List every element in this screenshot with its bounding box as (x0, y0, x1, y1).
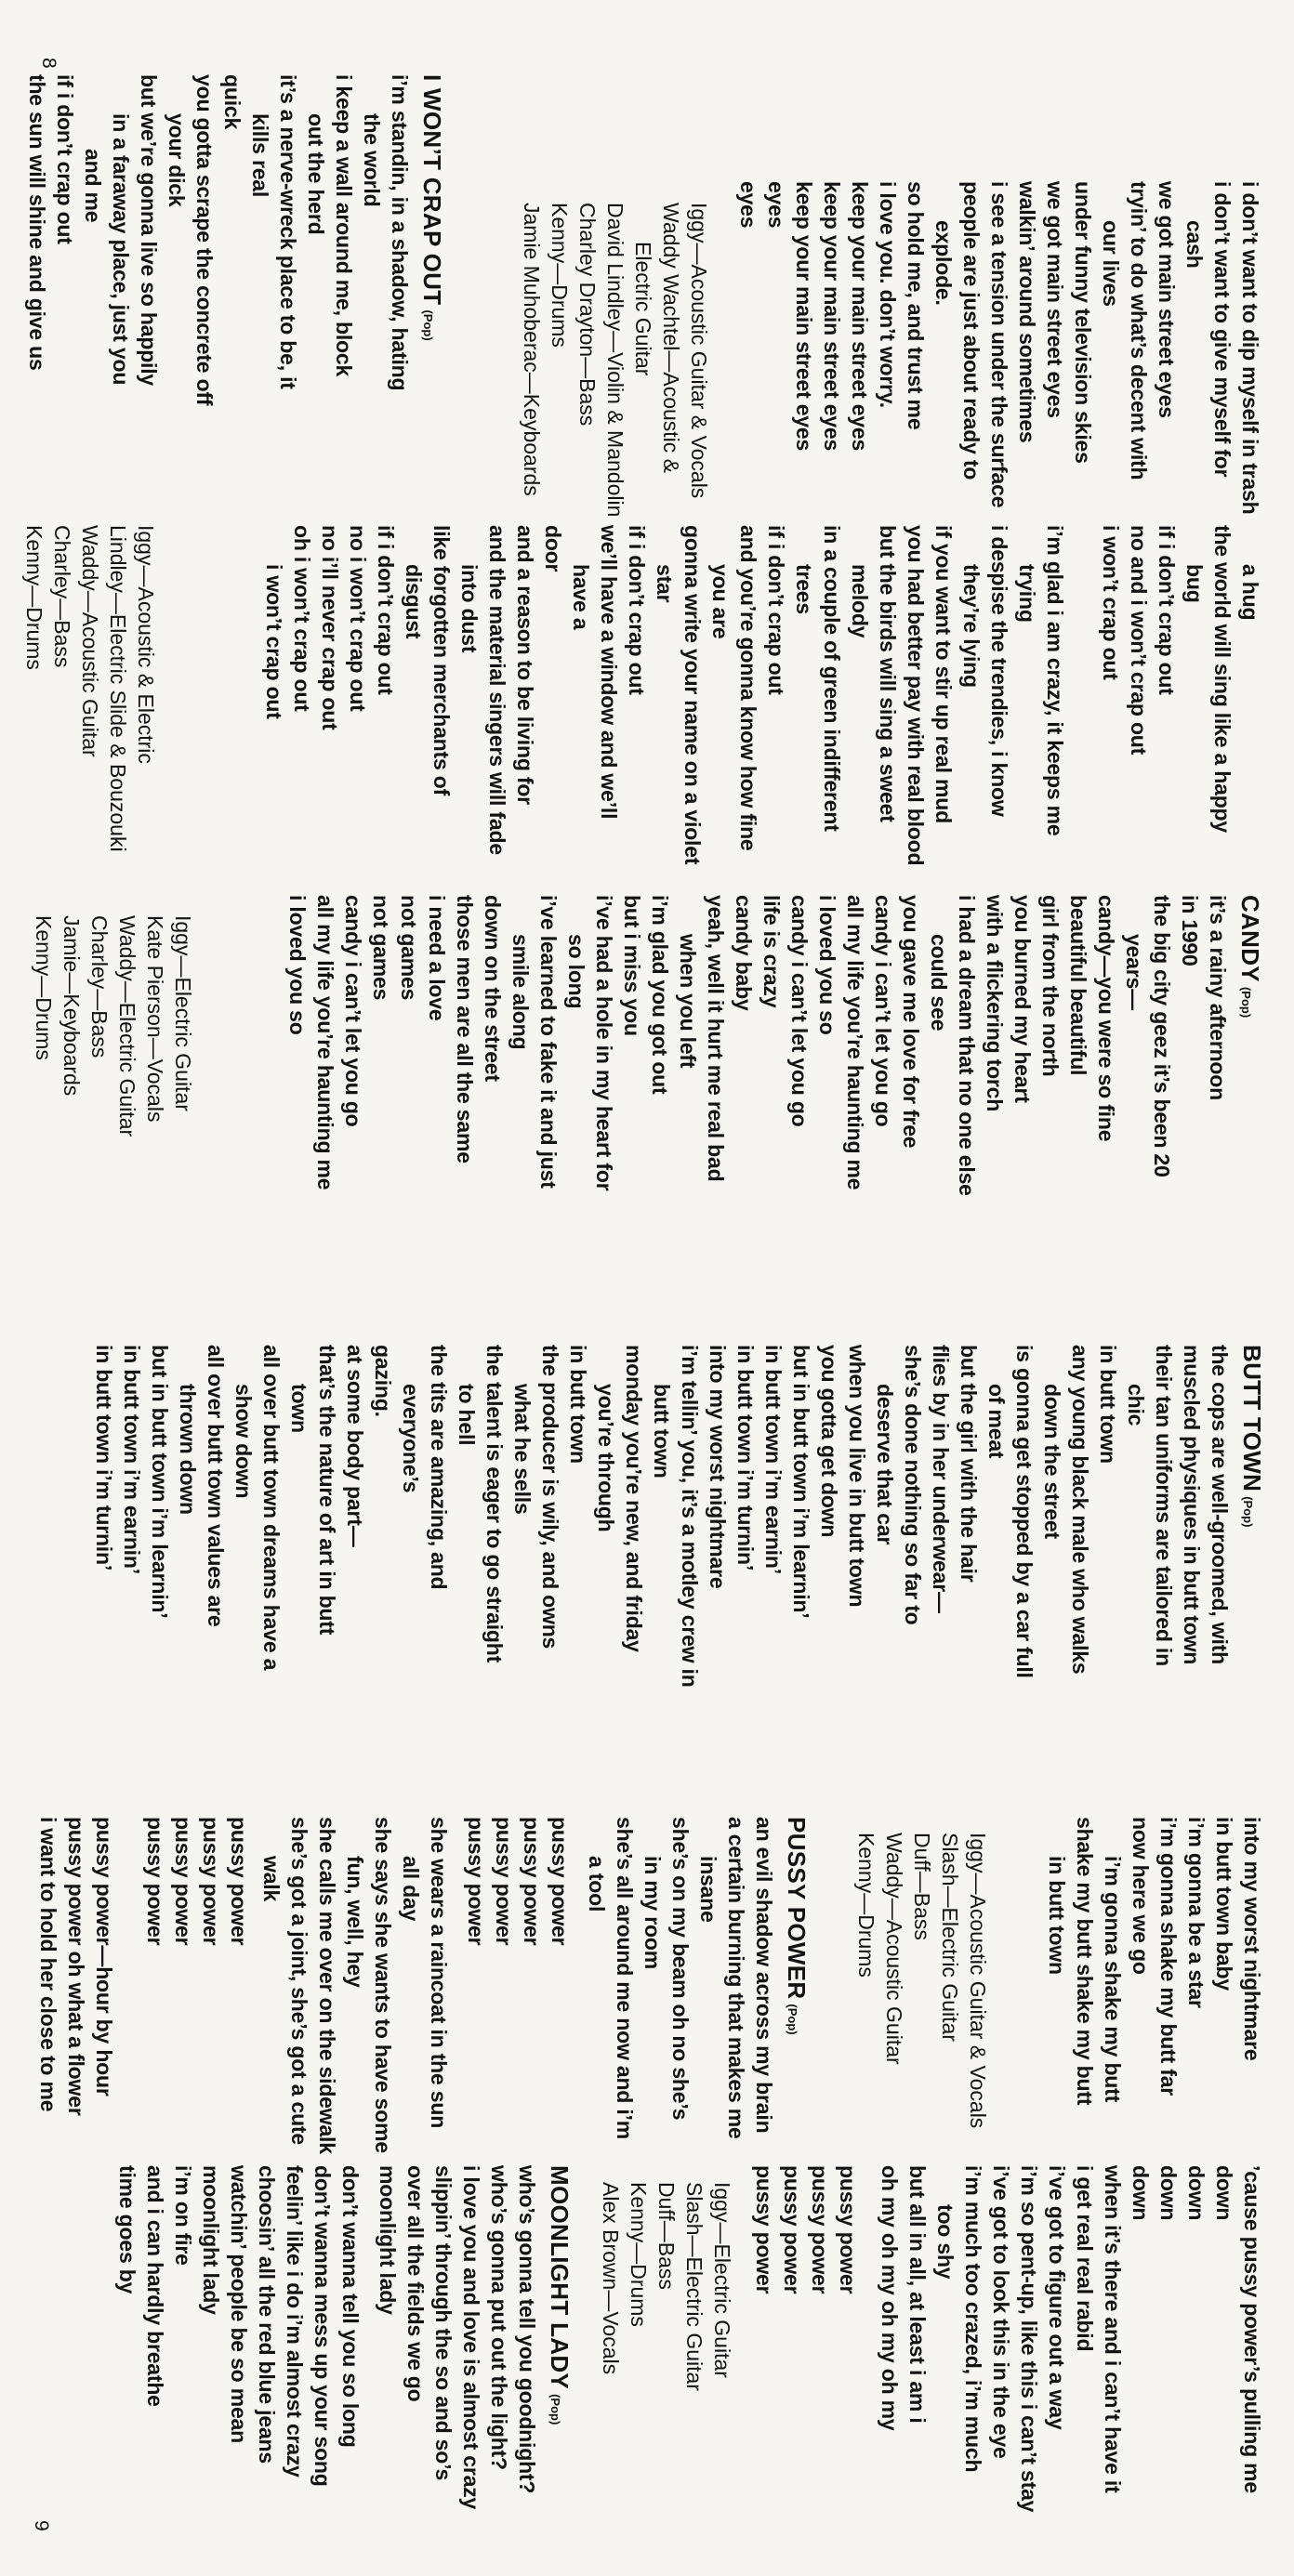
lyric-line: if i don’t crap out (53, 74, 77, 244)
credit-line: Kenny—Drums (627, 2182, 651, 2327)
lyric-line: all over butt town dreams have a (259, 1345, 284, 1671)
lyric-line-continuation: a tool (585, 1856, 609, 1912)
lyric-line: i won’t crap out (1099, 525, 1123, 680)
moonlight-lady-lyrics-part-2 (113, 2165, 364, 2487)
song-title (1232, 895, 1264, 1196)
lyric-line: beautiful beautiful (1066, 895, 1090, 1076)
credit-line: Slash—Electric Guitar (682, 2182, 706, 2391)
butt-town-lyrics-part-2 (1043, 1817, 1266, 2105)
lyric-line: pussy power (227, 1817, 251, 1946)
credit-line: Kate Pierson—Vocals (143, 915, 167, 1123)
main-street-eyes-credits (518, 203, 713, 517)
credit-line: David Lindley—Violin & Mandolin (603, 203, 627, 518)
lyric-line: over all the fields we go (403, 2165, 428, 2402)
lyric-line: but the girl with the hair (957, 1345, 981, 1583)
credit-line: Lindley—Electric Slide & Bouzouki (106, 525, 130, 852)
lyric-line: pussy power (520, 1817, 544, 1946)
lyric-line: don’t wanna tell you so long (338, 2165, 363, 2448)
lyric-line-continuation: walk (259, 1856, 284, 1902)
credit-line: Iggy—Acoustic & Electric (134, 525, 158, 764)
writer-credit-pop: (Pop) (1239, 986, 1253, 1019)
lyric-line-continuation: i won’t crap out (262, 564, 286, 719)
credit-line: Kenny—Drums (854, 1833, 878, 1978)
lyric-line: not games (369, 895, 393, 1001)
main-street-eyes-lyrics-end (734, 181, 1264, 514)
lyric-line-continuation: what he sells (510, 1384, 535, 1515)
lyric-line: oh my oh my oh my oh my (878, 2165, 902, 2431)
credit-line: Kenny—Drums (548, 203, 572, 348)
lyric-line: don’t wanna mess up your song (310, 2165, 335, 2487)
lyric-line: like forgotten merchants of (429, 525, 454, 796)
lyric-line: the talent is eager to go straight (482, 1345, 507, 1663)
lyric-line: she’s done nothing so far to (901, 1345, 925, 1625)
pussy-power-bridge (34, 1817, 118, 2116)
lyric-line: life is crazy (759, 895, 784, 1008)
lyric-line: down (1212, 2165, 1236, 2221)
lyric-line: gazing. (371, 1345, 395, 1417)
candy-lyrics (284, 895, 1264, 1196)
lyric-line: pussy power (171, 1817, 195, 1946)
i-wont-crap-out-part-2 (260, 525, 1264, 865)
lyric-line: i loved you so (815, 895, 839, 1035)
lyric-line: but the birds will sing a sweet (876, 525, 900, 822)
lyric-line: pussy power (808, 2165, 832, 2294)
lyric-line: i love you and love is almost crazy (459, 2165, 483, 2510)
lyric-line: it’s a nerve-wreck place to be, it (276, 74, 300, 389)
lyric-line: no i’ll never crap out (318, 525, 342, 730)
lyric-line: in butt town i’m earnin’ (120, 1345, 144, 1574)
credit-line: Charley Drayton—Bass (575, 203, 600, 427)
lyric-line: i’m gonna shake my butt far (1156, 1817, 1181, 2096)
lyric-line: keep your main street eyes (820, 181, 844, 452)
lyric-line: a certain burning that makes me (724, 1817, 748, 2139)
lyric-line: oh i won’t crap out (290, 525, 314, 712)
lyric-line-continuation: could see (927, 934, 951, 1032)
lyric-line: i’ve got to figure out a way (1045, 2165, 1069, 2430)
lyric-line: no and i won’t crap out (1127, 525, 1151, 756)
lyric-line: when it’s there and i can’t have it (1101, 2165, 1125, 2493)
lyric-line: she wears a raincoat in the sun (427, 1817, 451, 2129)
lyric-line: i need a love (425, 895, 449, 1021)
lyric-line: but i miss you (620, 895, 644, 1036)
lyric-line: who’s gonna tell you goodnight? (515, 2165, 539, 2494)
lyric-line: i loved you so (285, 895, 310, 1035)
lyric-line-continuation: kills real (248, 113, 272, 198)
moonlight-lady-lyrics-part-1 (374, 2165, 574, 2509)
song-title-text: BUTT TOWN (1238, 1345, 1266, 1492)
lyric-line: but all in all, at least i am i (905, 2165, 930, 2424)
lyric-line: in butt town i’m turnin’ (733, 1345, 758, 1571)
lyric-line: but in butt town i’m learnin’ (148, 1345, 172, 1619)
lyric-line: keep your main street eyes (792, 181, 816, 452)
lyric-line: but in butt town i’m learnin’ (789, 1345, 813, 1619)
credit-line: Waddy—Acoustic Guitar (78, 525, 102, 757)
stanza-gap (1069, 525, 1097, 865)
pussy-power-lyrics-part-2 (257, 1817, 453, 2154)
lyric-line: walkin’ around sometimes (1015, 181, 1039, 443)
pussy-power-lyrics-part-1 (583, 1817, 811, 2139)
lyric-line-continuation: of meat (984, 1384, 1009, 1459)
lyric-line: if i don’t crap out (374, 525, 398, 695)
credit-line: Kenny—Drums (32, 915, 56, 1060)
song-title-text: CANDY (1236, 895, 1264, 982)
i-wont-crap-out-part-1 (23, 74, 446, 405)
lyric-line-continuation: into dust (457, 564, 482, 653)
lyric-line-continuation: you’re through (594, 1384, 618, 1532)
song-title (541, 2165, 574, 2509)
lyric-line: when you live in butt town (845, 1345, 869, 1608)
lyric-line: i love you. don’t worry. (876, 181, 900, 408)
lyric-line-continuation: your dick (165, 113, 189, 207)
writer-credit-pop: (Pop) (1241, 1496, 1255, 1528)
lyric-line: moonlight lady (199, 2165, 223, 2315)
lyric-line: in a couple of green indifferent (820, 525, 844, 832)
lyric-line: so hold me, and trust me (904, 181, 928, 430)
lyric-line: and you’re gonna know how fine (736, 525, 760, 851)
lyric-line: pussy power (464, 1817, 488, 1946)
credit-line: Jamie Muhoberac—Keyboards (520, 203, 544, 496)
lyric-line: if i don’t crap out (1155, 525, 1179, 695)
song-title (1234, 1345, 1266, 1688)
lyric-line: that’s the nature of art in butt (315, 1345, 339, 1636)
lyric-line: muscled physiques in butt town (1180, 1345, 1204, 1665)
lyric-line: keep your main street eyes (848, 181, 872, 452)
lyric-line: into my worst nightmare (706, 1345, 730, 1589)
lyric-line: tryin’ to do what’s decent with (1127, 181, 1151, 480)
lyric-line-continuation: deserve that car (873, 1384, 897, 1545)
lyric-line: pussy power (199, 1817, 223, 1946)
lyric-line: if you want to stir up real mud (931, 525, 956, 823)
lyric-line-continuation: a hug (1238, 564, 1262, 621)
lyric-line: feelin’ like i do i’m almost crazy (283, 2165, 307, 2477)
lyric-line: door (541, 525, 565, 572)
lyric-line-continuation: explode. (931, 220, 956, 306)
lyric-line: i get real real rabid (1073, 2165, 1097, 2352)
lyric-line: those men are all the same (453, 895, 477, 1163)
lyric-line: she’s on my beam oh no she’s (668, 1817, 693, 2121)
song-title-text: I WON’T CRAP OUT (418, 74, 446, 306)
lyric-line: the producer is wily, and owns (538, 1345, 562, 1649)
lyric-line: in butt town baby (1212, 1817, 1236, 1991)
lyric-line: i’ve learned to fake it and just (536, 895, 561, 1189)
lyric-line-continuation: down the street (1040, 1384, 1064, 1539)
lyric-line: slippin’ through the so and so’s (431, 2165, 456, 2481)
lyric-line-continuation: chic (1124, 1384, 1148, 1426)
song-title (414, 74, 446, 405)
song-title-text: PUSSY POWER (783, 1817, 811, 2000)
lyric-line-continuation: show down (231, 1384, 256, 1499)
lyric-line: if i don’t crap out (625, 525, 649, 695)
lyric-line: i’m so pent-up, like this i can’t stay (1017, 2165, 1041, 2513)
lyric-line: we’ll have a window and we’ll (597, 525, 621, 820)
lyric-line: candy i can’t let you go (871, 895, 895, 1127)
lyric-line: into my worst nightmare (1240, 1817, 1264, 2061)
lyric-line: she’s all around me now and i’m (613, 1817, 637, 2139)
lyric-line-continuation: and me (81, 149, 105, 223)
credit-line: Jamie—Keyboards (59, 915, 84, 1097)
page-number-left: 8 (38, 58, 59, 69)
lyric-line: candy i can’t let you go (341, 895, 365, 1127)
song-title-text: MOONLIGHT LADY (546, 2165, 574, 2390)
lyric-line: you burned my heart (1010, 895, 1035, 1103)
lyric-line: she says she wants to have some (371, 1817, 395, 2153)
lyric-line: candy—you were so fine (1094, 895, 1118, 1142)
lyric-line: shake my butt shake my butt (1073, 1817, 1097, 2106)
lyric-line: i had a dream that no one else (955, 895, 979, 1196)
lyric-line-continuation: in my room (640, 1856, 665, 1969)
lyric-line: pussy power (780, 2165, 804, 2294)
lyric-line: now here we go (1129, 1817, 1153, 1975)
lyric-line-continuation: when you left (676, 934, 700, 1069)
lyric-line: i’m glad you got out (648, 895, 672, 1095)
lyric-line: and the material singers will fade (485, 525, 509, 855)
credit-line: Waddy Wachtel—Acoustic & (659, 203, 683, 474)
lyric-line: the world will sing like a happy (1210, 525, 1235, 833)
credit-line: Iggy—Acoustic Guitar & Vocals (687, 203, 711, 499)
lyric-line: i’ve had a hole in my heart for (592, 895, 616, 1191)
pussy-power-credits (597, 2182, 736, 2391)
lyric-line-continuation: melody (848, 564, 872, 638)
lyric-line: i’m on fire (171, 2165, 195, 2266)
lyric-line: in butt town (566, 1345, 590, 1464)
credit-line: Iggy—Electric Guitar (710, 2182, 734, 2378)
lyric-line-continuation: cash (1182, 220, 1207, 269)
lyric-line: down (1129, 2165, 1153, 2221)
lyric-line: quick (220, 74, 244, 130)
credit-line: Waddy—Acoustic Guitar (882, 1833, 906, 2065)
lyric-line: no i won’t crap out (346, 525, 370, 712)
credit-line: Iggy—Electric Guitar (171, 915, 195, 1111)
pussy-power-chorus-2 (141, 1817, 253, 1945)
lyric-line: i don’t want to dip myself in trash (1238, 181, 1262, 515)
lyric-line: at some body part— (343, 1345, 367, 1547)
lyric-line-continuation: all day (399, 1856, 423, 1922)
lyric-line-continuation: you are (708, 564, 733, 639)
credit-line: Duff—Bass (910, 1833, 934, 1940)
lyric-line-continuation: bug (1182, 564, 1207, 603)
lyric-line: choosin’ all the red blue jeans (255, 2165, 279, 2464)
lyric-line: is gonna get stopped by a car full (1012, 1345, 1037, 1678)
credit-line: Charley—Bass (87, 915, 112, 1058)
lyric-line: you had better pay with real blood (904, 525, 928, 866)
lyric-line: and i can hardly breathe (143, 2165, 167, 2407)
lyric-line: pussy power (492, 1817, 516, 1946)
lyric-line: if i don’t crap out (764, 525, 788, 695)
lyric-line-continuation: town (287, 1384, 311, 1433)
lyric-line: candy i can’t let you go (787, 895, 812, 1127)
lyric-line-continuation: disgust (402, 564, 426, 639)
lyric-line: pussy power (548, 1817, 572, 1946)
lyric-line: all over butt town values are (204, 1345, 228, 1627)
lyric-line: eyes (736, 181, 760, 229)
lyric-line-continuation: they’re lying (959, 564, 984, 688)
lyric-line: their tan uniforms are tailored in (1152, 1345, 1176, 1666)
lyric-line: pussy power—hour by hour (92, 1817, 116, 2096)
lyric-line: in butt town i’m earnin’ (761, 1345, 786, 1574)
lyric-line: you gotta scrape the concrete off (192, 74, 217, 406)
lyric-line: the cops are well-groomed, with (1208, 1345, 1232, 1664)
lyric-line-continuation: fun, well, hey (343, 1856, 367, 1988)
lyric-line-continuation: years— (1122, 934, 1146, 1010)
lyric-line-continuation: our lives (1099, 220, 1123, 307)
lyric-line: we got main street eyes (1155, 181, 1179, 418)
lyric-line-continuation: i’m gonna shake my butt (1101, 1856, 1125, 2103)
credit-line: Alex Brown—Vocals (599, 2182, 623, 2375)
lyric-line-continuation: too shy (933, 2204, 957, 2280)
page-number-right: 9 (31, 2520, 52, 2531)
credit-line: Duff—Bass (654, 2182, 679, 2290)
lyric-line: moonlight lady (376, 2165, 400, 2315)
pussy-power-chorus-3 (750, 2165, 862, 2293)
lyric-line: i despise the trendies, i know (987, 525, 1011, 817)
lyric-line: time goes by (115, 2165, 139, 2294)
lyric-line-continuation: trying (1015, 564, 1039, 623)
lyric-line: eyes (764, 181, 788, 229)
lyric-line: people are just about ready to (959, 181, 984, 480)
lyric-line-continuation: smile along (508, 934, 533, 1050)
lyric-line: i’m tellin’ you, it’s a motley crew in (678, 1345, 702, 1688)
lyric-line: candy baby (732, 895, 756, 1011)
lyric-line: it’s a rainy afternoon (1206, 895, 1230, 1100)
butt-town-credits (852, 1833, 992, 2128)
lyric-line: not games (397, 895, 421, 1001)
lyric-line: i want to hold her close to me (36, 1817, 60, 2112)
lyric-line: we got main street eyes (1043, 181, 1067, 418)
writer-credit-pop: (Pop) (421, 309, 435, 341)
lyric-line: all my life you’re haunting me (313, 895, 337, 1190)
lyric-line: yeah, well it hurt me real bad (704, 895, 728, 1182)
credit-line: Charley—Bass (50, 525, 74, 668)
pussy-power-chorus-1 (462, 1817, 574, 1945)
lyric-line: ’cause pussy power’s pulling me (1240, 2165, 1264, 2493)
i-wont-crap-out-credits (20, 525, 160, 852)
lyric-line: i’ve got to look this in the eye (989, 2165, 1013, 2459)
lyric-line: i’m gonna be a star (1184, 1817, 1208, 2008)
lyric-line-continuation: in butt town (1045, 1856, 1069, 1975)
lyric-line-continuation: out the herd (304, 113, 328, 235)
lyric-line: pussy power (752, 2165, 776, 2294)
lyric-line: watchin’ people be so mean (227, 2165, 251, 2443)
lyric-line-continuation: star (653, 564, 677, 603)
pussy-power-lyrics-part-3 (876, 2165, 1266, 2512)
lyric-line: the sun will shine and give us (25, 74, 49, 371)
lyric-line: the tits are amazing, and (427, 1345, 451, 1590)
lyric-line: pussy power oh what a flower (64, 1817, 88, 2116)
lyric-line-continuation: everyone’s (399, 1384, 423, 1493)
credit-line: Waddy—Electric Guitar (115, 915, 139, 1137)
lyric-line: gonna write your name on a violet (680, 525, 705, 865)
writer-credit-pop: (Pop) (786, 2004, 799, 2035)
lyric-line: girl from the north (1038, 895, 1063, 1077)
lyric-line: and a reason to be living for (513, 525, 537, 805)
lyric-line-continuation: to hell (455, 1384, 479, 1446)
lyric-line-continuation: the world (360, 113, 384, 207)
lyric-line: with a flickering torch (983, 895, 1007, 1112)
credit-line-continuation: Electric Guitar (631, 242, 655, 376)
lyric-line: monday you’re new, and friday (622, 1345, 646, 1652)
lyric-line-continuation: thrown down (176, 1384, 200, 1515)
candy-credits (30, 915, 197, 1137)
lyric-line: you gotta get down (817, 1345, 841, 1538)
lyric-line: she’s got a joint, she’s got a cute (287, 1817, 311, 2145)
lyric-line: i’m glad i am crazy, it keeps me (1043, 525, 1067, 836)
lyric-line: flies by in her underwear— (929, 1345, 953, 1613)
butt-town-lyrics-part-1 (90, 1345, 1266, 1688)
credit-line: Iggy—Acoustic Guitar & Vocals (966, 1833, 990, 2129)
song-title (778, 1817, 811, 2139)
lyric-line: the big city geez it’s been 20 (1150, 895, 1174, 1177)
lyric-line-continuation: in a faraway place, just you (109, 113, 133, 386)
lyric-line: i’m standin, in a shadow, hating (388, 74, 412, 391)
writer-credit-pop: (Pop) (548, 2394, 562, 2425)
lyric-line: in butt town i’m turnin’ (92, 1345, 116, 1571)
lyric-line: pussy power (143, 1817, 167, 1946)
lyric-line: in butt town (1096, 1345, 1120, 1464)
credit-line: Slash—Electric Guitar (938, 1833, 962, 2042)
lyric-line: you gave me love for free (899, 895, 923, 1149)
lyric-line: but we’re gonna live so happily (137, 74, 161, 387)
lyric-line-continuation: trees (792, 564, 816, 614)
lyric-line: an evil shadow across my brain (752, 1817, 776, 2134)
lyric-line: down (1156, 2165, 1181, 2221)
lyric-line: i’m much too crazed, i’m much (961, 2165, 985, 2473)
lyric-line: in 1990 (1178, 895, 1202, 966)
lyric-line: down (1184, 2165, 1208, 2221)
lyric-line: who’s gonna put out the light? (487, 2165, 511, 2470)
lyric-line: pussy power (836, 2165, 860, 2294)
lyric-line: under funny television skies (1071, 181, 1095, 464)
lyric-line: i keep a wall around me, block (332, 74, 356, 377)
lyric-line: any young black male who walks (1068, 1345, 1092, 1675)
lyric-line-continuation: have a (569, 564, 593, 630)
lyric-line: she calls me over on the sidewalk (315, 1817, 339, 2154)
lyric-line: down on the street (481, 895, 505, 1082)
lyric-line-continuation: so long (564, 934, 588, 1009)
lyric-line-continuation: insane (696, 1856, 720, 1923)
lyric-line: all my life you’re haunting me (843, 895, 867, 1190)
lyric-line: i don’t want to give myself for (1210, 181, 1235, 478)
lyric-line: i see a tension under the surface (987, 181, 1011, 508)
lyric-line-continuation: butt town (650, 1384, 674, 1479)
credit-line: Kenny—Drums (22, 525, 46, 670)
